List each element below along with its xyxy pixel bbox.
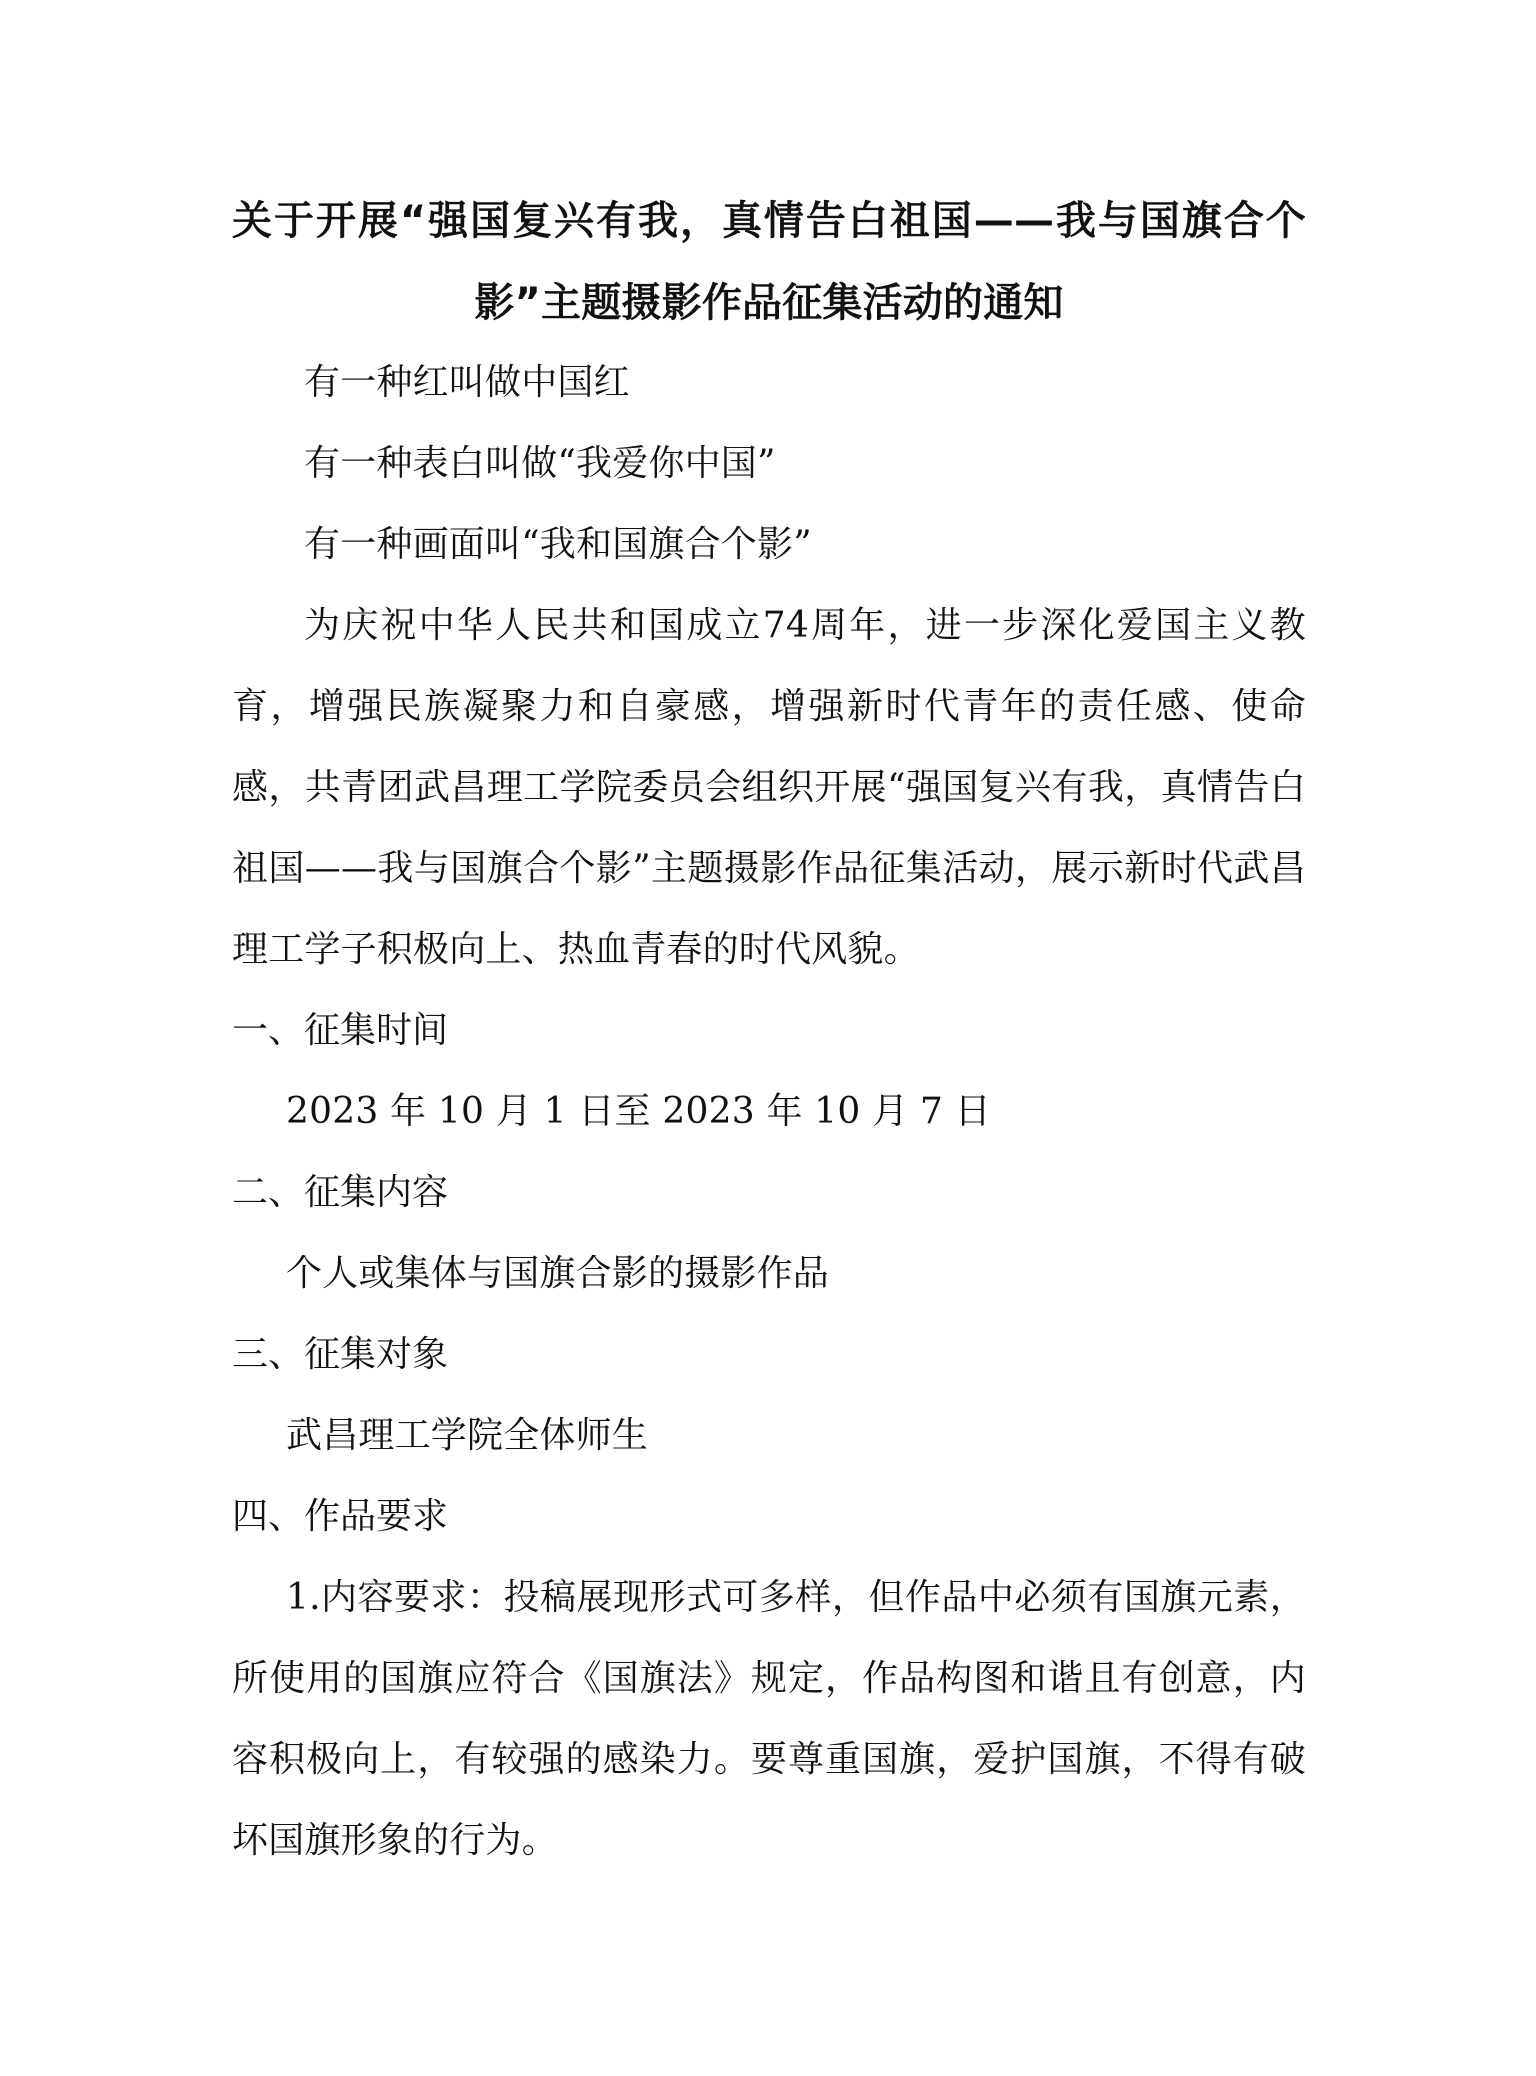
document-body <box>232 180 1306 1881</box>
poem-line-1: 有一种红叫做中国红 <box>304 362 630 403</box>
section-heading-target: 三、征集对象 <box>232 1334 449 1375</box>
poem-line-3: 有一种画面叫“我和国旗合个影” <box>304 524 812 565</box>
section-heading-content: 二、征集内容 <box>232 1172 449 1213</box>
section-body-content: 个人或集体与国旗合影的摄影作品 <box>286 1253 830 1294</box>
section-body-requirements: 1.内容要求：投稿展现形式可多样，但作品中必须有国旗元素，所使用的国旗应符合《国旗法》规定，作品构图和谐且有创意，内容积极向上，有较强的感染力。要尊重国旗，爱护国旗，不得有破坏国旗形象的行为。 <box>232 1577 1306 1861</box>
intro-paragraph: 为庆祝中华人民共和国成立74周年，进一步深化爱国主义教育，增强民族凝聚力和自豪感，增强新时代青年的责任感、使命感，共青团武昌理工学院委员会组织开展“强国复兴有我，真情告白祖国——我与国旗合个影”主题摄影作品征集活动，展示新时代武昌理工学子积极向上、热血青春的时代风貌。 <box>232 605 1306 970</box>
section-heading-requirements: 四、作品要求 <box>232 1496 449 1537</box>
section-body-time: 2023 年 10 月 1 日至 2023 年 10 月 7 日 <box>286 1091 991 1132</box>
poem-line-2: 有一种表白叫做“我爱你中国” <box>304 443 776 484</box>
section-heading-time: 一、征集时间 <box>232 1010 449 1051</box>
document-title: 关于开展“强国复兴有我，真情告白祖国——我与国旗合个影”主题摄影作品征集活动的通知 <box>232 198 1306 326</box>
section-body-target: 武昌理工学院全体师生 <box>286 1415 649 1456</box>
